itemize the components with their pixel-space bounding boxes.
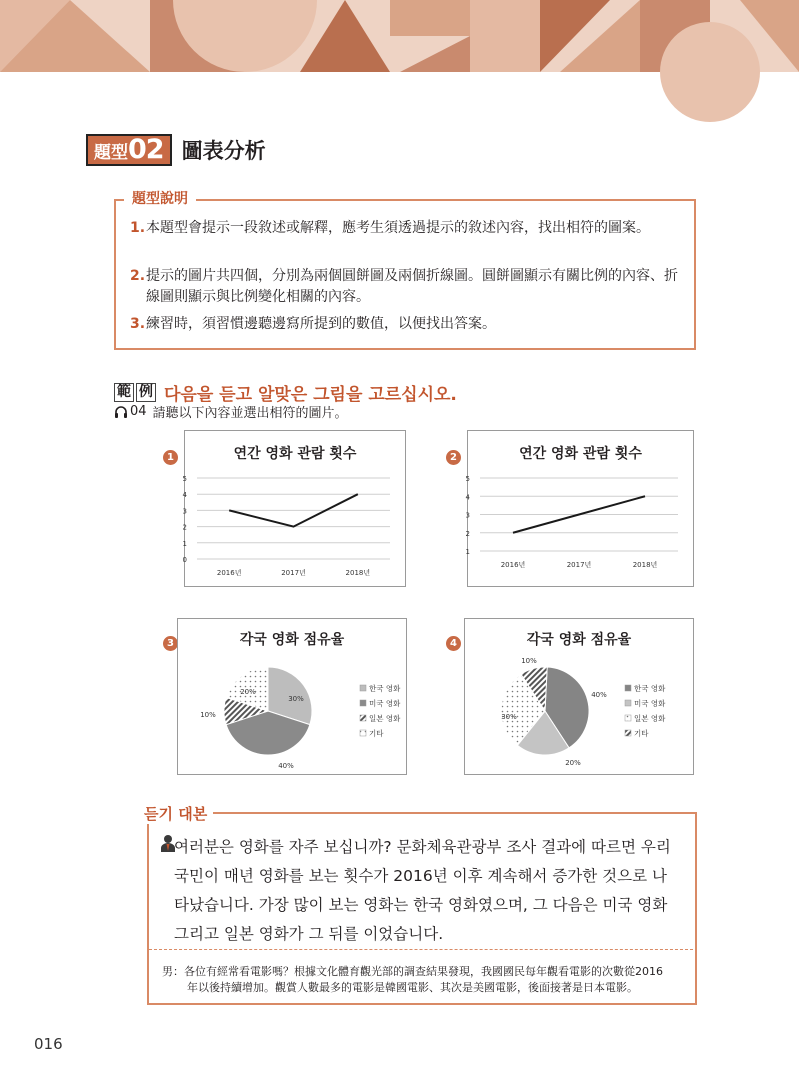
legend-swatch [360, 730, 366, 736]
x-tick-label: 2018년 [345, 569, 371, 577]
legend-swatch [625, 715, 631, 721]
legend-label: 미국 영화 [369, 699, 401, 708]
chart-option-1[interactable] [184, 430, 406, 587]
option-badge-4[interactable]: 4 [446, 636, 461, 651]
data-label: 30% [501, 713, 517, 721]
chart-title: 각국 영화 점유율 [526, 632, 632, 648]
chart-option-3[interactable] [177, 618, 407, 775]
script-divider [149, 949, 693, 950]
section-tag-number: 02 [128, 134, 164, 165]
x-tick-label: 2017년 [566, 561, 592, 569]
chart-title: 각국 영화 점유율 [239, 632, 345, 648]
option-badge-1[interactable]: 1 [163, 450, 178, 465]
section-tag-prefix: 題型 [94, 143, 128, 163]
translation-speaker: 男： [162, 965, 184, 978]
x-tick-label: 2016년 [216, 569, 242, 577]
script-korean-text: 여러분은 영화를 자주 보십니까? 문화체육관광부 조사 결과에 따르면 우리 국민이 매년 영화를 보는 횟수가 2016년 이후 계속해서 증가한 것으로 나타났습니다. 가장 많이 보는 영화는 한국 영화였으며, 그 다음은 미국 영화 그리고 일본 영화가 그 뒤를 이었습니다. [174, 838, 671, 943]
legend-label: 한국 영화 [634, 684, 666, 693]
data-label: 10% [200, 711, 216, 719]
rule-text: 本題型會提示一段敘述或解釋，應考生須透過提示的敘述內容，找出相符的圖案。 [146, 220, 650, 236]
legend-label: 한국 영화 [369, 684, 401, 693]
data-label: 10% [521, 657, 537, 665]
rules-label: 題型說明 [124, 188, 196, 208]
headphones-icon [114, 405, 128, 418]
chart-title: 연간 영화 관람 횟수 [519, 446, 642, 462]
legend-label: 일본 영화 [634, 714, 666, 723]
pie-chart-3 [178, 619, 406, 774]
data-label: 20% [565, 759, 581, 767]
data-label: 40% [591, 691, 607, 699]
track-number: 04 [130, 404, 147, 419]
example-tag: 範 [114, 383, 134, 402]
translation-line: 各位有經常看電影嗎？根據文化體育觀光部的調查結果發現，我國國民每年觀看電影的次數從2016 [184, 965, 663, 978]
rule-item [130, 218, 680, 239]
data-label: 20% [240, 688, 256, 696]
option-badge-2[interactable]: 2 [446, 450, 461, 465]
y-tick-label: 5 [182, 475, 187, 483]
rule-text: 練習時，須習慣邊聽邊寫所提到的數值，以便找出答案。 [146, 316, 496, 332]
script-translation [162, 964, 682, 996]
section-heading [86, 133, 266, 167]
legend-label: 기타 [634, 729, 649, 738]
option-badge-3[interactable]: 3 [163, 636, 178, 651]
rule-item [130, 266, 680, 308]
rule-text: 提示的圖片共四個，分別為兩個圓餅圖及兩個折線圖。圓餅圖顯示有關比例的內容、折線圖則顯示與比例變化相關的內容。 [146, 268, 678, 305]
y-tick-label: 4 [465, 493, 470, 502]
y-tick-label: 4 [182, 491, 187, 500]
example-question: 다음을 듣고 알맞은 그림을 고르십시오. [164, 385, 457, 405]
legend-label: 미국 영화 [634, 699, 666, 708]
line-chart-1 [182, 431, 405, 586]
audio-track [114, 402, 348, 421]
y-tick-label: 5 [465, 475, 470, 483]
y-tick-label: 1 [465, 548, 470, 556]
y-tick-label: 3 [182, 507, 187, 516]
legend-swatch [625, 730, 631, 736]
legend-swatch [360, 685, 366, 691]
y-tick-label: 0 [182, 556, 187, 564]
translation-line: 年以後持續增加。觀賞人數最多的電影是韓國電影、其次是美國電影，後面接著是日本電影。 [187, 981, 638, 994]
section-title: 圖表分析 [181, 139, 266, 163]
page-number: 016 [34, 1035, 63, 1053]
y-tick-label: 2 [465, 529, 470, 538]
line-chart-2 [465, 431, 693, 586]
y-tick-label: 2 [182, 523, 187, 532]
chart-title: 연간 영화 관람 횟수 [233, 446, 357, 462]
legend-swatch [625, 685, 631, 691]
legend-label: 일본 영화 [369, 714, 401, 723]
data-label: 30% [288, 695, 304, 703]
header-banner [0, 0, 799, 72]
rule-item [130, 314, 680, 335]
rule-number: 1. [130, 220, 146, 236]
x-tick-label: 2017년 [281, 569, 306, 577]
chart-option-2[interactable] [467, 430, 694, 587]
section-tag [86, 134, 172, 166]
y-tick-label: 1 [182, 539, 187, 548]
legend-swatch [360, 700, 366, 706]
legend-swatch [625, 700, 631, 706]
example-instruction: 請聽以下內容並選出相符的圖片。 [152, 406, 348, 421]
pie-chart-4 [465, 619, 693, 774]
example-tag: 例 [136, 383, 156, 402]
x-tick-label: 2016년 [500, 561, 526, 569]
chart-option-4[interactable] [464, 618, 694, 775]
x-tick-label: 2018년 [632, 561, 658, 569]
legend-label: 기타 [369, 729, 384, 738]
rule-number: 2. [130, 268, 146, 284]
data-label: 40% [278, 762, 294, 770]
rule-number: 3. [130, 316, 146, 332]
script-label: 듣기 대본 [138, 803, 213, 824]
y-tick-label: 3 [465, 511, 470, 520]
legend-swatch [360, 715, 366, 721]
